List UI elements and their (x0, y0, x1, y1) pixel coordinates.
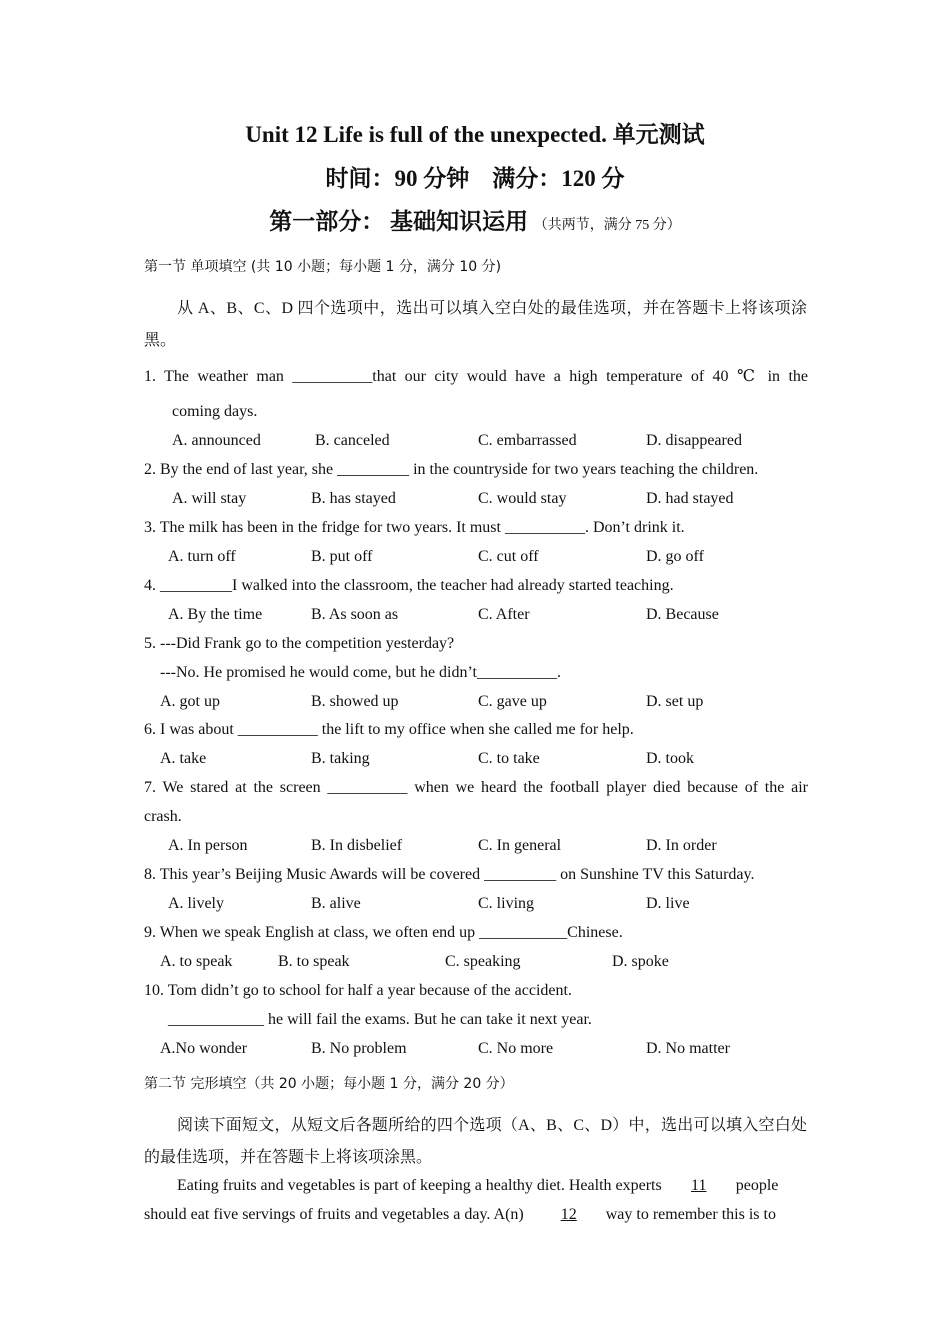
part1-heading (0, 203, 950, 236)
q6-option-a[interactable]: A. take (160, 750, 207, 767)
question-1-stem: 1. The weather man __________that our city would have a high temperature of 40 ℃ in the (144, 368, 808, 385)
q5-option-d[interactable]: D. set up (646, 693, 704, 710)
question-7-stem-cont: crash. (144, 808, 182, 825)
section2-heading: 第二节 完形填空（共 20 小题；每小题 1 分，满分 20 分） (144, 1076, 514, 1092)
q5-option-c[interactable]: C. gave up (478, 693, 547, 710)
q10-option-b[interactable]: B. No problem (311, 1040, 407, 1057)
passage-text: should eat five servings of fruits and vegetables a day. A(n) (144, 1206, 524, 1223)
question-5-stem-cont: ---No. He promised he would come, but he didn’t__________. (160, 664, 561, 681)
question-7-stem: 7. We stared at the screen __________ when we heard the football player died because of the air (144, 779, 808, 796)
document-title: Unit 12 Life is full of the unexpected. 单元测试 (245, 122, 705, 147)
q4-option-d[interactable]: D. Because (646, 606, 719, 623)
passage-text: people (735, 1177, 779, 1194)
q3-option-c[interactable]: C. cut off (478, 548, 539, 565)
question-10-stem: 10. Tom didn’t go to school for half a year because of the accident. (144, 982, 572, 999)
section1-instruction-line2: 黑。 (144, 332, 177, 349)
question-2-stem: 2. By the end of last year, she _________ in the countryside for two years teaching the children. (144, 461, 759, 478)
section1-heading: 第一节 单项填空 (共 10 小题；每小题 1 分，满分 10 分) (144, 259, 502, 275)
passage-text: way to remember this is to (605, 1206, 776, 1223)
q5-option-a[interactable]: A. got up (160, 693, 220, 710)
q2-option-b[interactable]: B. has stayed (311, 490, 396, 507)
blank-11[interactable]: 11 (691, 1177, 707, 1194)
q10-option-c[interactable]: C. No more (478, 1040, 554, 1057)
q9-option-d[interactable]: D. spoke (612, 953, 669, 970)
q8-option-d[interactable]: D. live (646, 895, 690, 912)
q4-option-b[interactable]: B. As soon as (311, 606, 399, 623)
question-6-stem: 6. I was about __________ the lift to my office when she called me for help. (144, 721, 634, 738)
q4-option-a[interactable]: A. By the time (168, 606, 263, 623)
q6-option-c[interactable]: C. to take (478, 750, 540, 767)
q8-option-c[interactable]: C. living (478, 895, 535, 912)
question-10-stem-cont: ____________ he will fail the exams. But he can take it next year. (168, 1011, 592, 1028)
section1-instruction-line1: 从 A、B、C、D 四个选项中，选出可以填入空白处的最佳选项，并在答题卡上将该项涂 (177, 300, 807, 317)
q1-option-a[interactable]: A. announced (172, 432, 261, 449)
q10-option-a[interactable]: A.No wonder (160, 1040, 248, 1057)
q9-option-a[interactable]: A. to speak (160, 953, 233, 970)
passage-line-2 (144, 1206, 776, 1224)
q7-option-a[interactable]: A. In person (168, 837, 248, 854)
q2-option-d[interactable]: D. had stayed (646, 490, 734, 507)
q9-option-b[interactable]: B. to speak (278, 953, 350, 970)
q1-option-c[interactable]: C. embarrassed (478, 432, 577, 449)
q8-option-b[interactable]: B. alive (311, 895, 361, 912)
q8-option-a[interactable]: A. lively (168, 895, 224, 912)
q7-option-b[interactable]: B. In disbelief (311, 837, 403, 854)
q1-option-d[interactable]: D. disappeared (646, 432, 742, 449)
q9-option-c[interactable]: C. speaking (445, 953, 521, 970)
question-5-stem: 5. ---Did Frank go to the competition yesterday? (144, 635, 455, 652)
question-1-stem-cont: coming days. (172, 403, 258, 420)
q10-option-d[interactable]: D. No matter (646, 1040, 730, 1057)
q6-option-b[interactable]: B. taking (311, 750, 370, 767)
section2-instruction-line1: 阅读下面短文，从短文后各题所给的四个选项（A、B、C、D）中，选出可以填入空白处 (177, 1117, 807, 1134)
q1-option-b[interactable]: B. canceled (315, 432, 390, 449)
time-score-line: 时间：90 分钟 满分：120 分 (325, 166, 625, 191)
q7-option-d[interactable]: D. In order (646, 837, 717, 854)
question-3-stem: 3. The milk has been in the fridge for two years. It must __________. Don’t drink it. (144, 519, 685, 536)
q3-option-a[interactable]: A. turn off (168, 548, 236, 565)
question-4-stem: 4. _________I walked into the classroom, the teacher had already started teaching. (144, 577, 674, 594)
part1-note: （共两节，满分 75 分） (533, 218, 681, 233)
q6-option-d[interactable]: D. took (646, 750, 694, 767)
q3-option-b[interactable]: B. put off (311, 548, 373, 565)
passage-text: Eating fruits and vegetables is part of keeping a healthy diet. Health experts (177, 1177, 662, 1194)
question-8-stem: 8. This year’s Beijing Music Awards will be covered _________ on Sunshine TV this Saturday. (144, 866, 755, 883)
q2-option-a[interactable]: A. will stay (172, 490, 247, 507)
q3-option-d[interactable]: D. go off (646, 548, 704, 565)
q7-option-c[interactable]: C. In general (478, 837, 562, 854)
q5-option-b[interactable]: B. showed up (311, 693, 399, 710)
section2-instruction-line2: 的最佳选项，并在答题卡上将该项涂黑。 (144, 1149, 433, 1166)
question-9-stem: 9. When we speak English at class, we often end up ___________Chinese. (144, 924, 623, 941)
part1-title: 第一部分： 基础知识运用 (269, 209, 528, 234)
q2-option-c[interactable]: C. would stay (478, 490, 567, 507)
passage-line-1 (177, 1177, 778, 1195)
blank-12[interactable]: 12 (560, 1206, 577, 1223)
q4-option-c[interactable]: C. After (478, 606, 530, 623)
